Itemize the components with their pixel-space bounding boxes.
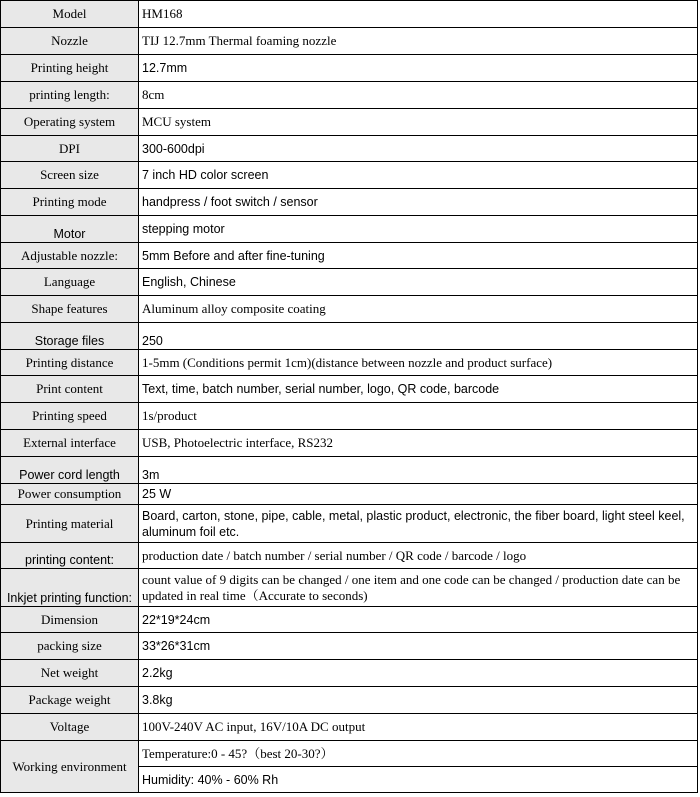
row-label: External interface — [1, 430, 139, 457]
table-row — [1, 660, 698, 687]
table-row — [1, 543, 698, 569]
row-label: Print content — [1, 376, 139, 403]
row-label: Nozzle — [1, 28, 139, 55]
table-row — [1, 243, 698, 269]
row-value: 5mm Before and after fine-tuning — [139, 243, 698, 269]
row-value: Board, carton, stone, pipe, cable, metal, plastic product, electronic, the fiber board, light steel keel, aluminum foil etc. — [139, 505, 698, 543]
table-row — [1, 569, 698, 607]
table-row — [1, 1, 698, 28]
row-label: Voltage — [1, 714, 139, 741]
table-row — [1, 269, 698, 296]
row-value: 22*19*24cm — [139, 607, 698, 633]
table-row — [1, 189, 698, 216]
row-value: USB, Photoelectric interface, RS232 — [139, 430, 698, 457]
table-row — [1, 82, 698, 109]
table-row — [1, 687, 698, 714]
table-row — [1, 430, 698, 457]
row-label: printing length: — [1, 82, 139, 109]
row-label: Inkjet printing function: — [1, 569, 139, 607]
table-row — [1, 216, 698, 243]
row-label: Printing height — [1, 55, 139, 82]
row-value: 300-600dpi — [139, 136, 698, 162]
row-value: Aluminum alloy composite coating — [139, 296, 698, 323]
row-label: DPI — [1, 136, 139, 162]
row-value: handpress / foot switch / sensor — [139, 189, 698, 216]
row-value: 3.8kg — [139, 687, 698, 714]
table-row — [1, 376, 698, 403]
row-label: Printing speed — [1, 403, 139, 430]
table-row — [1, 457, 698, 484]
row-value: 33*26*31cm — [139, 633, 698, 660]
row-label: Storage files — [1, 323, 139, 350]
row-value: production date / batch number / serial number / QR code / barcode / logo — [139, 543, 698, 569]
humidity-value: Humidity: 40% - 60% Rh — [139, 767, 698, 793]
table-row — [1, 296, 698, 323]
row-value: 7 inch HD color screen — [139, 162, 698, 189]
table-row — [1, 136, 698, 162]
row-value: 8cm — [139, 82, 698, 109]
row-label: packing size — [1, 633, 139, 660]
row-label: Model — [1, 1, 139, 28]
table-row — [1, 323, 698, 350]
row-value: English, Chinese — [139, 269, 698, 296]
row-value: 1-5mm (Conditions permit 1cm)(distance between nozzle and product surface) — [139, 350, 698, 376]
row-value: count value of 9 digits can be changed / one item and one code can be changed / production date can be updated in real time（Accurate to seconds) — [139, 569, 698, 607]
row-value: 100V-240V AC input, 16V/10A DC output — [139, 714, 698, 741]
row-label: Net weight — [1, 660, 139, 687]
row-value: 2.2kg — [139, 660, 698, 687]
row-value: 25 W — [139, 484, 698, 505]
row-value: TIJ 12.7mm Thermal foaming nozzle — [139, 28, 698, 55]
table-row — [1, 741, 698, 767]
row-value: 250 — [139, 323, 698, 350]
row-value: 3m — [139, 457, 698, 484]
row-value: Text, time, batch number, serial number, logo, QR code, barcode — [139, 376, 698, 403]
row-label: Power consumption — [1, 484, 139, 505]
row-label: Power cord length — [1, 457, 139, 484]
table-row — [1, 109, 698, 136]
table-row — [1, 633, 698, 660]
row-label: Adjustable nozzle: — [1, 243, 139, 269]
table-row — [1, 403, 698, 430]
table-row — [1, 607, 698, 633]
table-row — [1, 484, 698, 505]
table-row — [1, 28, 698, 55]
table-row — [1, 714, 698, 741]
row-value: 1s/product — [139, 403, 698, 430]
row-value: stepping motor — [139, 216, 698, 243]
row-value: HM168 — [139, 1, 698, 28]
row-label: Shape features — [1, 296, 139, 323]
temperature-value: Temperature:0 - 45?（best 20-30?） — [139, 741, 698, 767]
row-label: Printing distance — [1, 350, 139, 376]
table-row — [1, 350, 698, 376]
table-row — [1, 55, 698, 82]
row-label: printing content: — [1, 543, 139, 569]
row-label: Operating system — [1, 109, 139, 136]
row-label: Printing material — [1, 505, 139, 543]
table-row — [1, 162, 698, 189]
row-label: Printing mode — [1, 189, 139, 216]
row-label: Package weight — [1, 687, 139, 714]
row-value: 12.7mm — [139, 55, 698, 82]
row-label: Working environment — [1, 741, 139, 793]
row-value: MCU system — [139, 109, 698, 136]
row-label: Motor — [1, 216, 139, 243]
row-label: Screen size — [1, 162, 139, 189]
row-label: Language — [1, 269, 139, 296]
table-row — [1, 505, 698, 543]
row-label: Dimension — [1, 607, 139, 633]
